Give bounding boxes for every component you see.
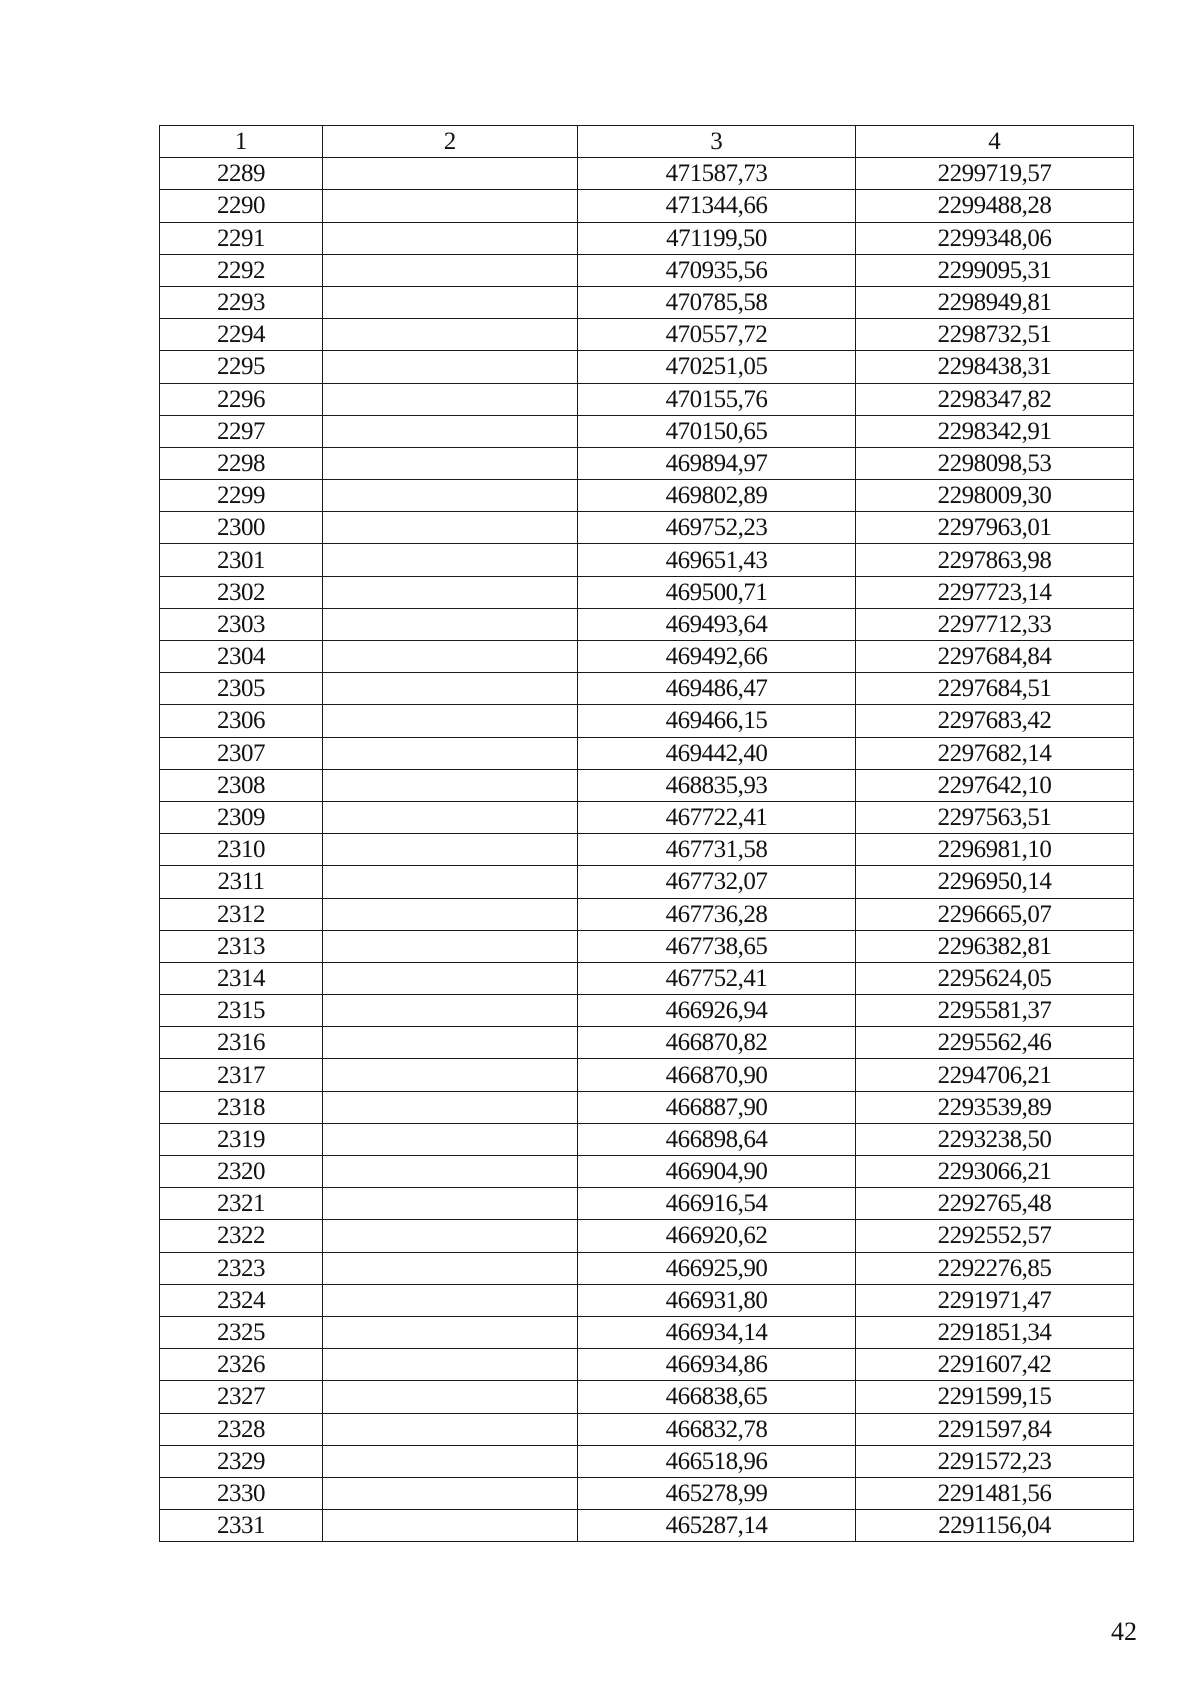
y-coordinate-cell: 2294706,21 — [856, 1059, 1134, 1091]
empty-cell — [323, 801, 578, 833]
header-row — [160, 126, 1134, 158]
y-coordinate-cell: 2295624,05 — [856, 962, 1134, 994]
point-number-cell: 2316 — [160, 1027, 323, 1059]
x-coordinate-cell: 470557,72 — [578, 319, 856, 351]
empty-cell — [323, 512, 578, 544]
x-coordinate-cell: 471344,66 — [578, 190, 856, 222]
point-number-cell: 2304 — [160, 641, 323, 673]
point-number-cell: 2305 — [160, 673, 323, 705]
x-coordinate-cell: 466870,82 — [578, 1027, 856, 1059]
table-row — [160, 351, 1134, 383]
point-number-cell: 2331 — [160, 1510, 323, 1542]
y-coordinate-cell: 2295562,46 — [856, 1027, 1134, 1059]
y-coordinate-cell: 2291607,42 — [856, 1349, 1134, 1381]
table-row — [160, 834, 1134, 866]
point-number-cell: 2323 — [160, 1252, 323, 1284]
table-row — [160, 1220, 1134, 1252]
y-coordinate-cell: 2291971,47 — [856, 1284, 1134, 1316]
empty-cell — [323, 319, 578, 351]
column-header-1: 1 — [160, 126, 323, 158]
table-row — [160, 383, 1134, 415]
table-row — [160, 1027, 1134, 1059]
y-coordinate-cell: 2293066,21 — [856, 1156, 1134, 1188]
y-coordinate-cell: 2297684,84 — [856, 641, 1134, 673]
x-coordinate-cell: 471199,50 — [578, 222, 856, 254]
x-coordinate-cell: 466925,90 — [578, 1252, 856, 1284]
y-coordinate-cell: 2299348,06 — [856, 222, 1134, 254]
x-coordinate-cell: 465278,99 — [578, 1477, 856, 1509]
x-coordinate-cell: 470155,76 — [578, 383, 856, 415]
y-coordinate-cell: 2298949,81 — [856, 286, 1134, 318]
table-row — [160, 1091, 1134, 1123]
x-coordinate-cell: 467731,58 — [578, 834, 856, 866]
table-row — [160, 544, 1134, 576]
point-number-cell: 2289 — [160, 158, 323, 190]
table-row — [160, 705, 1134, 737]
y-coordinate-cell: 2299095,31 — [856, 254, 1134, 286]
point-number-cell: 2307 — [160, 737, 323, 769]
point-number-cell: 2292 — [160, 254, 323, 286]
table-row — [160, 1510, 1134, 1542]
empty-cell — [323, 673, 578, 705]
table-row — [160, 1156, 1134, 1188]
empty-cell — [323, 1059, 578, 1091]
x-coordinate-cell: 469486,47 — [578, 673, 856, 705]
y-coordinate-cell: 2291851,34 — [856, 1316, 1134, 1348]
y-coordinate-cell: 2299719,57 — [856, 158, 1134, 190]
column-header-4: 4 — [856, 126, 1134, 158]
x-coordinate-cell: 466518,96 — [578, 1445, 856, 1477]
point-number-cell: 2302 — [160, 576, 323, 608]
x-coordinate-cell: 466934,14 — [578, 1316, 856, 1348]
y-coordinate-cell: 2291481,56 — [856, 1477, 1134, 1509]
coordinates-table — [159, 125, 1134, 1542]
y-coordinate-cell: 2297863,98 — [856, 544, 1134, 576]
empty-cell — [323, 641, 578, 673]
point-number-cell: 2322 — [160, 1220, 323, 1252]
point-number-cell: 2290 — [160, 190, 323, 222]
y-coordinate-cell: 2297712,33 — [856, 608, 1134, 640]
point-number-cell: 2311 — [160, 866, 323, 898]
point-number-cell: 2298 — [160, 447, 323, 479]
y-coordinate-cell: 2298009,30 — [856, 480, 1134, 512]
point-number-cell: 2329 — [160, 1445, 323, 1477]
empty-cell — [323, 1510, 578, 1542]
y-coordinate-cell: 2298347,82 — [856, 383, 1134, 415]
point-number-cell: 2295 — [160, 351, 323, 383]
y-coordinate-cell: 2298342,91 — [856, 415, 1134, 447]
y-coordinate-cell: 2297563,51 — [856, 801, 1134, 833]
y-coordinate-cell: 2293539,89 — [856, 1091, 1134, 1123]
empty-cell — [323, 962, 578, 994]
empty-cell — [323, 1252, 578, 1284]
table-row — [160, 190, 1134, 222]
table-row — [160, 447, 1134, 479]
empty-cell — [323, 1027, 578, 1059]
y-coordinate-cell: 2296981,10 — [856, 834, 1134, 866]
x-coordinate-cell: 469442,40 — [578, 737, 856, 769]
point-number-cell: 2320 — [160, 1156, 323, 1188]
x-coordinate-cell: 466898,64 — [578, 1123, 856, 1155]
y-coordinate-cell: 2297684,51 — [856, 673, 1134, 705]
table-row — [160, 1413, 1134, 1445]
table-row — [160, 801, 1134, 833]
point-number-cell: 2293 — [160, 286, 323, 318]
empty-cell — [323, 1123, 578, 1155]
x-coordinate-cell: 467736,28 — [578, 898, 856, 930]
empty-cell — [323, 254, 578, 286]
table-row — [160, 608, 1134, 640]
empty-cell — [323, 351, 578, 383]
point-number-cell: 2300 — [160, 512, 323, 544]
point-number-cell: 2310 — [160, 834, 323, 866]
x-coordinate-cell: 467722,41 — [578, 801, 856, 833]
y-coordinate-cell: 2297723,14 — [856, 576, 1134, 608]
y-coordinate-cell: 2296665,07 — [856, 898, 1134, 930]
point-number-cell: 2309 — [160, 801, 323, 833]
point-number-cell: 2327 — [160, 1381, 323, 1413]
empty-cell — [323, 190, 578, 222]
empty-cell — [323, 898, 578, 930]
column-header-3: 3 — [578, 126, 856, 158]
table-row — [160, 480, 1134, 512]
x-coordinate-cell: 470785,58 — [578, 286, 856, 318]
x-coordinate-cell: 466920,62 — [578, 1220, 856, 1252]
x-coordinate-cell: 466832,78 — [578, 1413, 856, 1445]
x-coordinate-cell: 470251,05 — [578, 351, 856, 383]
empty-cell — [323, 286, 578, 318]
y-coordinate-cell: 2291572,23 — [856, 1445, 1134, 1477]
point-number-cell: 2317 — [160, 1059, 323, 1091]
x-coordinate-cell: 467738,65 — [578, 930, 856, 962]
x-coordinate-cell: 467752,41 — [578, 962, 856, 994]
empty-cell — [323, 1316, 578, 1348]
x-coordinate-cell: 471587,73 — [578, 158, 856, 190]
empty-cell — [323, 769, 578, 801]
x-coordinate-cell: 466870,90 — [578, 1059, 856, 1091]
empty-cell — [323, 1091, 578, 1123]
table-row — [160, 995, 1134, 1027]
point-number-cell: 2321 — [160, 1188, 323, 1220]
y-coordinate-cell: 2292552,57 — [856, 1220, 1134, 1252]
y-coordinate-cell: 2292765,48 — [856, 1188, 1134, 1220]
table-header — [160, 126, 1134, 158]
x-coordinate-cell: 465287,14 — [578, 1510, 856, 1542]
x-coordinate-cell: 468835,93 — [578, 769, 856, 801]
table-row — [160, 576, 1134, 608]
table-row — [160, 1477, 1134, 1509]
empty-cell — [323, 158, 578, 190]
y-coordinate-cell: 2298732,51 — [856, 319, 1134, 351]
empty-cell — [323, 415, 578, 447]
empty-cell — [323, 222, 578, 254]
table-row — [160, 737, 1134, 769]
table-row — [160, 254, 1134, 286]
x-coordinate-cell: 469493,64 — [578, 608, 856, 640]
empty-cell — [323, 383, 578, 415]
x-coordinate-cell: 469500,71 — [578, 576, 856, 608]
y-coordinate-cell: 2299488,28 — [856, 190, 1134, 222]
y-coordinate-cell: 2297642,10 — [856, 769, 1134, 801]
point-number-cell: 2313 — [160, 930, 323, 962]
x-coordinate-cell: 466931,80 — [578, 1284, 856, 1316]
empty-cell — [323, 1477, 578, 1509]
y-coordinate-cell: 2298438,31 — [856, 351, 1134, 383]
x-coordinate-cell: 467732,07 — [578, 866, 856, 898]
point-number-cell: 2306 — [160, 705, 323, 737]
y-coordinate-cell: 2297683,42 — [856, 705, 1134, 737]
empty-cell — [323, 1413, 578, 1445]
point-number-cell: 2315 — [160, 995, 323, 1027]
y-coordinate-cell: 2291597,84 — [856, 1413, 1134, 1445]
y-coordinate-cell: 2292276,85 — [856, 1252, 1134, 1284]
y-coordinate-cell: 2293238,50 — [856, 1123, 1134, 1155]
y-coordinate-cell: 2297963,01 — [856, 512, 1134, 544]
point-number-cell: 2294 — [160, 319, 323, 351]
table-row — [160, 319, 1134, 351]
y-coordinate-cell: 2291599,15 — [856, 1381, 1134, 1413]
empty-cell — [323, 1188, 578, 1220]
x-coordinate-cell: 469752,23 — [578, 512, 856, 544]
point-number-cell: 2296 — [160, 383, 323, 415]
point-number-cell: 2299 — [160, 480, 323, 512]
table-row — [160, 1316, 1134, 1348]
x-coordinate-cell: 466926,94 — [578, 995, 856, 1027]
point-number-cell: 2326 — [160, 1349, 323, 1381]
empty-cell — [323, 1349, 578, 1381]
x-coordinate-cell: 470935,56 — [578, 254, 856, 286]
empty-cell — [323, 447, 578, 479]
table-row — [160, 1123, 1134, 1155]
page-number: 42 — [1111, 1617, 1137, 1646]
y-coordinate-cell: 2296950,14 — [856, 866, 1134, 898]
x-coordinate-cell: 469802,89 — [578, 480, 856, 512]
point-number-cell: 2297 — [160, 415, 323, 447]
table-row — [160, 1059, 1134, 1091]
x-coordinate-cell: 469651,43 — [578, 544, 856, 576]
y-coordinate-cell: 2298098,53 — [856, 447, 1134, 479]
table-row — [160, 415, 1134, 447]
point-number-cell: 2312 — [160, 898, 323, 930]
empty-cell — [323, 1381, 578, 1413]
empty-cell — [323, 834, 578, 866]
table-row — [160, 158, 1134, 190]
table-row — [160, 673, 1134, 705]
empty-cell — [323, 705, 578, 737]
table-row — [160, 1252, 1134, 1284]
y-coordinate-cell: 2297682,14 — [856, 737, 1134, 769]
y-coordinate-cell: 2295581,37 — [856, 995, 1134, 1027]
point-number-cell: 2319 — [160, 1123, 323, 1155]
empty-cell — [323, 480, 578, 512]
point-number-cell: 2301 — [160, 544, 323, 576]
table-row — [160, 898, 1134, 930]
point-number-cell: 2318 — [160, 1091, 323, 1123]
y-coordinate-cell: 2291156,04 — [856, 1510, 1134, 1542]
point-number-cell: 2325 — [160, 1316, 323, 1348]
x-coordinate-cell: 469466,15 — [578, 705, 856, 737]
point-number-cell: 2291 — [160, 222, 323, 254]
empty-cell — [323, 866, 578, 898]
empty-cell — [323, 544, 578, 576]
y-coordinate-cell: 2296382,81 — [856, 930, 1134, 962]
x-coordinate-cell: 470150,65 — [578, 415, 856, 447]
column-header-2: 2 — [323, 126, 578, 158]
table-row — [160, 1349, 1134, 1381]
table-row — [160, 930, 1134, 962]
x-coordinate-cell: 466916,54 — [578, 1188, 856, 1220]
empty-cell — [323, 608, 578, 640]
table-row — [160, 286, 1134, 318]
table-row — [160, 1284, 1134, 1316]
x-coordinate-cell: 466838,65 — [578, 1381, 856, 1413]
empty-cell — [323, 1156, 578, 1188]
table-row — [160, 769, 1134, 801]
table-body — [160, 158, 1134, 1542]
empty-cell — [323, 995, 578, 1027]
table-row — [160, 512, 1134, 544]
x-coordinate-cell: 469894,97 — [578, 447, 856, 479]
table-row — [160, 1381, 1134, 1413]
table-row — [160, 641, 1134, 673]
point-number-cell: 2328 — [160, 1413, 323, 1445]
empty-cell — [323, 737, 578, 769]
table-row — [160, 1188, 1134, 1220]
point-number-cell: 2308 — [160, 769, 323, 801]
table-row — [160, 222, 1134, 254]
empty-cell — [323, 930, 578, 962]
table-row — [160, 1445, 1134, 1477]
empty-cell — [323, 1284, 578, 1316]
table-row — [160, 866, 1134, 898]
point-number-cell: 2314 — [160, 962, 323, 994]
x-coordinate-cell: 466934,86 — [578, 1349, 856, 1381]
x-coordinate-cell: 469492,66 — [578, 641, 856, 673]
point-number-cell: 2324 — [160, 1284, 323, 1316]
x-coordinate-cell: 466904,90 — [578, 1156, 856, 1188]
empty-cell — [323, 1445, 578, 1477]
point-number-cell: 2303 — [160, 608, 323, 640]
table-row — [160, 962, 1134, 994]
empty-cell — [323, 1220, 578, 1252]
x-coordinate-cell: 466887,90 — [578, 1091, 856, 1123]
empty-cell — [323, 576, 578, 608]
point-number-cell: 2330 — [160, 1477, 323, 1509]
